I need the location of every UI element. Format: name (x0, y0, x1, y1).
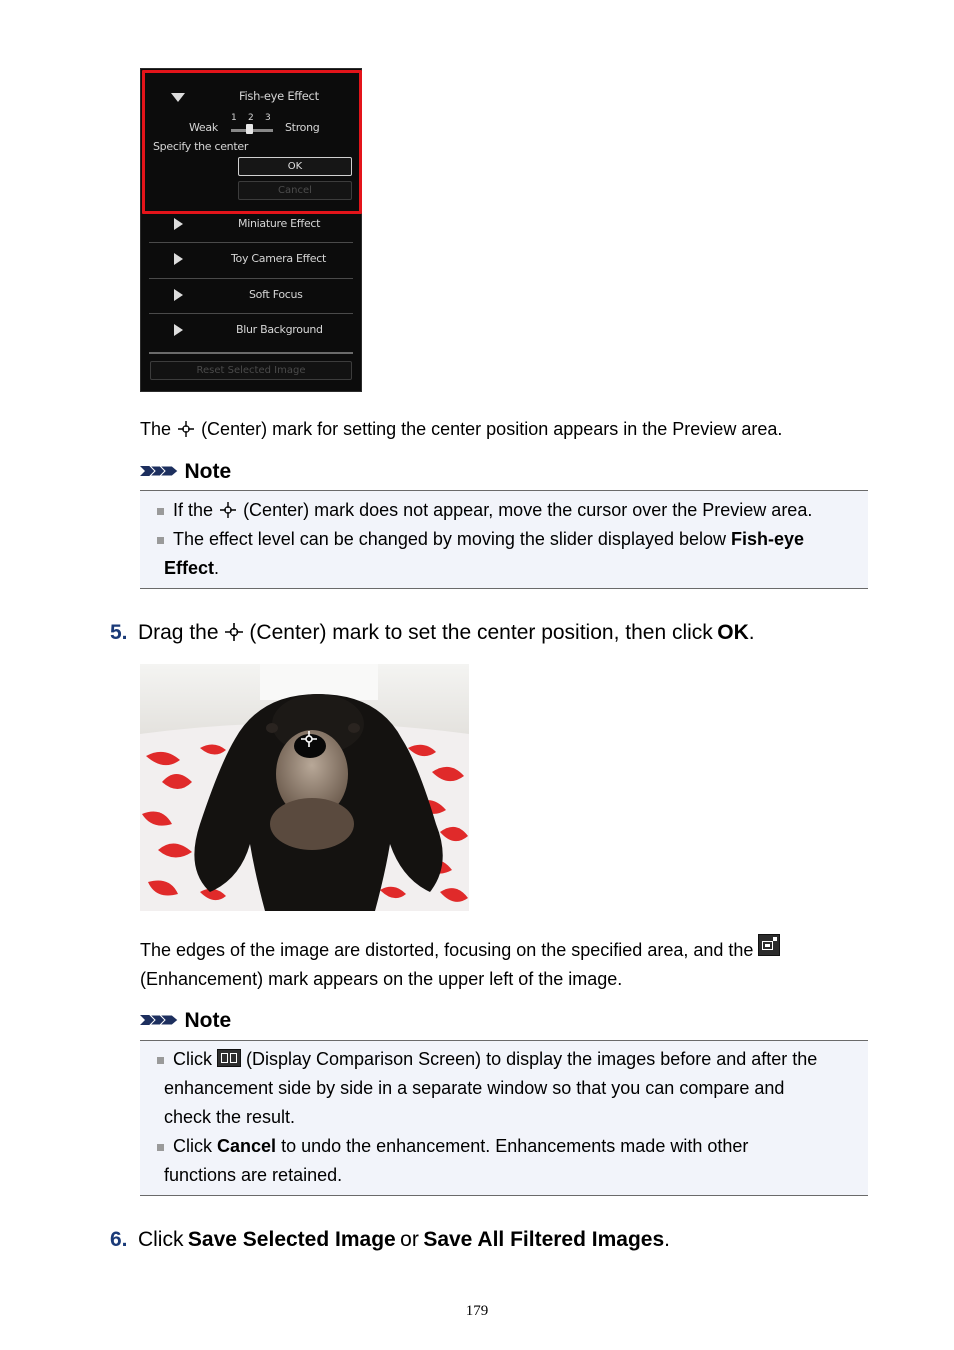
cancel-button[interactable]: Cancel (238, 181, 352, 200)
step-number: 6. (110, 1228, 128, 1251)
enhancement-paragraph (140, 934, 860, 994)
para2-line2: (Enhancement) mark appears on the upper left of the image. (140, 969, 623, 989)
center-mark-icon (220, 502, 236, 518)
para2-line1: The edges of the image are distorted, focusing on the specified area, and the (140, 940, 754, 960)
slider-weak-label: Weak (189, 121, 218, 134)
effect-blur-background[interactable]: Blur Background (236, 323, 323, 336)
expand-triangle-icon[interactable] (174, 218, 183, 230)
center-mark-icon (225, 623, 243, 641)
step-5: 5. Drag the (Center) mark to set the center position, then click OK. (110, 621, 755, 644)
note-heading-label: Note (184, 1009, 232, 1032)
note-arrows-icon (140, 463, 180, 479)
fisheye-dog-photo (140, 664, 469, 911)
reset-selected-image-button[interactable]: Reset Selected Image (150, 361, 352, 380)
effects-panel (140, 68, 362, 392)
list-item: Click Cancel to undo the enhancement. Enhancements made with other (164, 1132, 864, 1161)
ok-button[interactable]: OK (238, 157, 352, 176)
para1-pre: The (140, 419, 172, 439)
effect-title: Fish-eye Effect (239, 89, 319, 103)
list-item: The effect level can be changed by moving the slider displayed below Fish-eye (164, 525, 864, 554)
list-item-continuation: Effect. (164, 558, 220, 578)
highlight-frame (142, 70, 362, 214)
note-box (140, 490, 868, 589)
page-number: 179 (465, 1303, 489, 1319)
slider-tick-2: 2 (248, 113, 254, 123)
center-mark-paragraph (140, 415, 880, 444)
effect-soft-focus[interactable]: Soft Focus (249, 288, 303, 301)
step-number: 5. (110, 621, 128, 644)
step-6: 6. Click Save Selected Image or Save All Filtered Images. (110, 1228, 670, 1251)
expand-triangle-icon[interactable] (174, 324, 183, 336)
slider-tick-1: 1 (231, 113, 237, 123)
enhancement-icon (758, 934, 780, 956)
list-item-continuation: check the result. (164, 1107, 296, 1127)
para1-post: (Center) mark for setting the center position appears in the Preview area. (201, 419, 783, 439)
list-item-continuation: enhancement side by side in a separate window so that you can compare and (164, 1078, 785, 1098)
note-box (140, 1040, 868, 1196)
center-mark-icon (178, 421, 194, 437)
note-heading (140, 1009, 231, 1035)
list-item: Click (Display Comparison Screen) to display the images before and after the (164, 1045, 864, 1074)
list-item: If the (Center) mark does not appear, move the cursor over the Preview area. (164, 496, 864, 525)
list-item-continuation: functions are retained. (164, 1165, 343, 1185)
expand-triangle-icon[interactable] (174, 253, 183, 265)
specify-center-label: Specify the center (153, 140, 249, 153)
slider-strong-label: Strong (285, 121, 320, 134)
note-heading (140, 460, 231, 486)
expand-triangle-icon[interactable] (174, 289, 183, 301)
note-heading-label: Note (184, 460, 232, 483)
note-arrows-icon (140, 1012, 180, 1028)
effect-miniature[interactable]: Miniature Effect (238, 217, 321, 230)
effect-toy-camera[interactable]: Toy Camera Effect (231, 252, 326, 265)
display-comparison-icon (217, 1049, 241, 1067)
slider-tick-3: 3 (265, 113, 271, 123)
